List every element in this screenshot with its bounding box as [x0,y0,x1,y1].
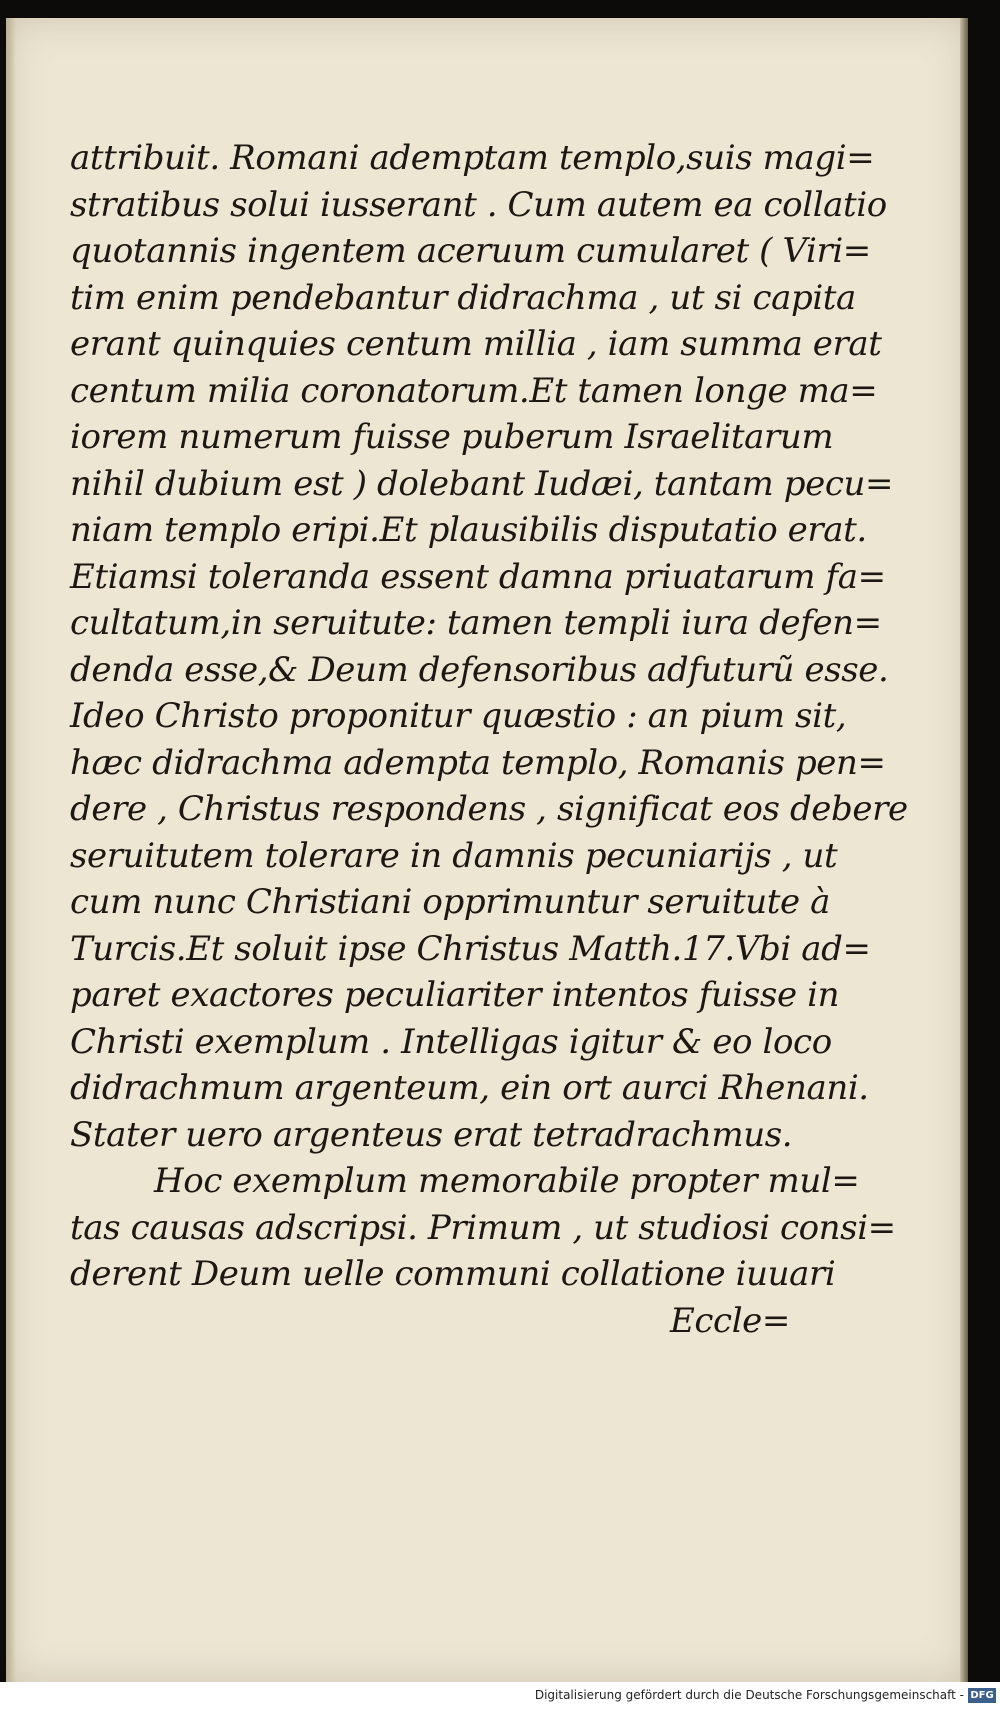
text-line-5: erant quinquies centum millia , iam summa erat [70,324,882,364]
body-text [70,135,908,1344]
text-line-15: dere , Christus respondens , significat eos debere [70,789,908,829]
text-line-10: Etiamsi toleranda essent damna priuatarum fa= [70,556,886,597]
text-line-13: Ideo Christo proponitur quæstio : an pium sit, [70,696,847,736]
text-line-20: Christi exemplum . Intelligas igitur & eo loco [70,1021,832,1062]
text-line-18: Turcis.Et soluit ipse Christus Matth.17.Vbi ad= [70,928,871,969]
text-line-14: hæc didrachma adempta templo, Romanis pen= [70,742,886,783]
text-line-3: quotannis ingentem aceruum cumularet ( Viri= [70,231,871,271]
page-edge [960,18,968,1682]
digitization-footer [0,1682,1000,1709]
text-line-7: iorem numerum fuisse puberum Israelitarum [70,417,834,457]
catchword: Eccle= [670,1300,790,1341]
dfg-logo: DFG [968,1688,996,1703]
text-line-22: Stater uero argenteus erat tetradrachmus. [70,1114,793,1155]
paragraph-2-line-3: derent Deum uelle communi collatione iuuari [70,1254,836,1294]
text-line-16: seruitutem tolerare in damnis pecuniarijs , ut [70,835,838,876]
text-line-1: attribuit. Romani ademptam templo,suis magi= [70,138,875,178]
text-line-11: cultatum,in seruitute: tamen templi iura defen= [70,603,882,643]
book-page [6,18,968,1682]
text-line-8: nihil dubium est ) dolebant Iudæi, tantam pecu= [70,463,894,504]
text-line-19: paret exactores peculiariter intentos fuisse in [70,975,840,1015]
text-line-17: cum nunc Christiani opprimuntur seruitute à [70,882,831,922]
text-line-12: denda esse,& Deum defensoribus adfuturũ esse. [70,649,889,690]
paragraph-2-line-1: Hoc exemplum memorabile propter mul= [154,1161,860,1201]
text-line-4: tim enim pendebantur didrachma , ut si capita [70,277,856,318]
paragraph-2-line-2: tas causas adscripsi. Primum , ut studiosi consi= [70,1207,896,1248]
digitization-credit: Digitalisierung gefördert durch die Deutsche Forschungsgemeinschaft - [534,1688,964,1702]
page-gutter-shadow [6,18,16,1682]
text-line-2: stratibus solui iusserant . Cum autem ea collatio [70,184,887,225]
text-line-21: didrachmum argenteum, ein ort aurci Rhenani. [70,1068,869,1108]
text-line-6: centum milia coronatorum.Et tamen longe ma= [70,370,878,411]
text-line-9: niam templo eripi.Et plausibilis disputatio erat. [70,510,867,550]
